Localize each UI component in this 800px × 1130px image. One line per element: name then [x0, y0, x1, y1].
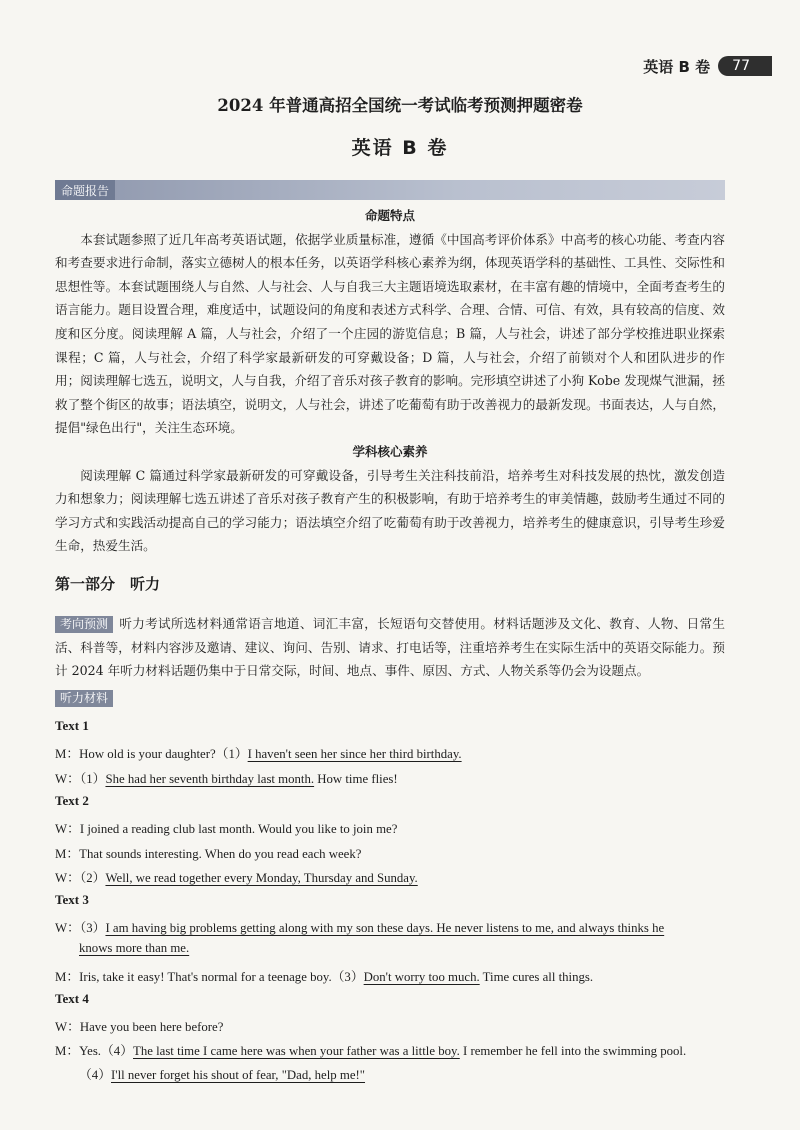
header-label: 英语 B 卷	[643, 57, 711, 76]
text1-line2-speaker: W：（1）	[55, 772, 106, 786]
text3-heading: Text 3	[55, 892, 89, 907]
text3-line2-rest: Time cures all things.	[479, 970, 594, 984]
text3-line2-speaker: M：Iris, take it easy! That's normal for a teenage boy.（3）	[55, 970, 364, 984]
text2-line3-speaker: W：（2）	[55, 871, 106, 885]
text1-line2-answer: She had her seventh birthday last month.	[105, 772, 315, 786]
materials-tag: 听力材料	[55, 690, 113, 707]
text4-heading: Text 4	[55, 991, 89, 1006]
text3-line1-cont	[79, 941, 189, 956]
forecast-paragraph	[55, 612, 725, 683]
text3-line1	[55, 917, 664, 936]
part1-title: 第一部分 听力	[55, 575, 161, 593]
forecast-section	[55, 612, 725, 683]
exam-title: 2024 年普通高招全国统一考试临考预测押题密卷	[217, 96, 583, 115]
text3-line2-answer: Don't worry too much.	[363, 970, 480, 984]
text4-line2-answer: The last time I came here was when your father was a little boy.	[133, 1044, 460, 1058]
report-section-bar	[55, 180, 725, 200]
text4-line3-answer: I'll never forget his shout of fear, "Dad, help me!"	[111, 1068, 366, 1082]
text4-line1: W：Have you been here before?	[55, 1020, 224, 1034]
text1-line1-speaker: M：How old is your daughter?（1）	[55, 747, 248, 761]
text1-heading: Text 1	[55, 718, 89, 733]
forecast-tag: 考向预测	[55, 616, 113, 633]
text3-line1-answer-cont: knows more than me.	[79, 941, 190, 955]
text3-line1-speaker: W：（3）	[55, 921, 106, 935]
text1-line2-rest: How time flies!	[314, 772, 398, 786]
text2-line1: W：I joined a reading club last month. Would you like to join me?	[55, 822, 398, 836]
text2-line2: M：That sounds interesting. When do you read each week?	[55, 847, 362, 861]
features-section	[55, 204, 725, 558]
text4-line3-num: （4）	[79, 1068, 111, 1082]
subject-title: 英语 B 卷	[351, 137, 449, 159]
text4-line2-speaker: M：Yes.（4）	[55, 1044, 133, 1058]
text4-line3	[79, 1064, 365, 1083]
literacy-paragraph: 阅读理解 C 篇通过科学家最新研发的可穿戴设备，引导考生关注科技前沿，培养考生对科技发展的热忱，激发创造力和想象力；阅读理解七选五讲述了音乐对孩子教育产生的积极影响，有助于培养考生的审美情趣，鼓励考生通过不同的学习方式和实践活动提高自己的学习能力；语法填空介绍了吃葡萄有助于改善视力，培养考生的健康意识，引导考生珍爱生命，热爱生活。	[55, 467, 725, 554]
materials-tag-row	[55, 690, 119, 707]
text1-line1-answer: I haven't seen her since her third birthday.	[247, 747, 462, 761]
text1-line2	[55, 768, 398, 787]
report-bar-label: 命题报告	[55, 180, 115, 200]
page-header-tab	[643, 54, 772, 78]
text2-line3	[55, 867, 418, 886]
features-paragraph: 本套试题参照了近几年高考英语试题，依据学业质量标准，遵循《中国高考评价体系》中高考的核心功能、考查内容和考查要求进行命制，落实立德树人的根本任务，以英语学科核心素养为纲，体现英语学科的基础性、工具性、交际性和思想性等。本套试题围绕人与自然、人与社会、人与自我三大主题语境选取素材，在丰富有趣的情境中，全面考查考生的语言能力。题目设置合理，难度适中，试题设问的角度和表述方式科学、合理、合情、可信、有效，具有较高的信度、效度和区分度。阅读理解 A 篇，人与社会，介绍了一个庄园的游览信息；B 篇，人与社会，讲述了部分学校推进职业探索课程；C 篇，人与社会，介绍了科学家最新研发的可穿戴设备；D 篇，人与社会，介绍了前锁对个人和团队进步的作用；阅读理解七选五，说明文，人与自我，介绍了音乐对孩子教育的影响。完形填空讲述了小狗 Kobe 发现煤气泄漏，拯救了整个街区的故事；语法填空，说明文，人与社会，讲述了吃葡萄有助于改善视力的最新发现。书面表达，人与自然，提倡"绿色出行"，关注生态环境。	[55, 231, 725, 436]
text2-heading: Text 2	[55, 793, 89, 808]
text1-line1	[55, 743, 462, 762]
literacy-heading: 学科核心素养	[352, 443, 428, 459]
text2-line3-answer: Well, we read together every Monday, Thursday and Sunday.	[105, 871, 418, 885]
page-number: 77	[718, 56, 772, 76]
text3-line2	[55, 966, 593, 985]
text3-line1-answer: I am having big problems getting along with my son these days. He never listens to me, and always thinks he	[105, 921, 665, 935]
text4-line2	[55, 1040, 686, 1059]
features-heading: 命题特点	[364, 208, 415, 223]
text4-line2-rest: I remember he fell into the swimming pool.	[459, 1044, 687, 1058]
forecast-text: 听力考试所选材料通常语言地道、词汇丰富，长短语句交替使用。材料话题涉及文化、教育、人物、日常生活、科普等，材料内容涉及邀请、建议、询问、告别、请求、打电话等，注重培养考生在实际生活中的英语交际能力。预计 2024 年听力材料话题仍集中于日常交际，时间、地点、事件、原因、方式、人物关系等仍会为设题点。	[55, 616, 725, 679]
